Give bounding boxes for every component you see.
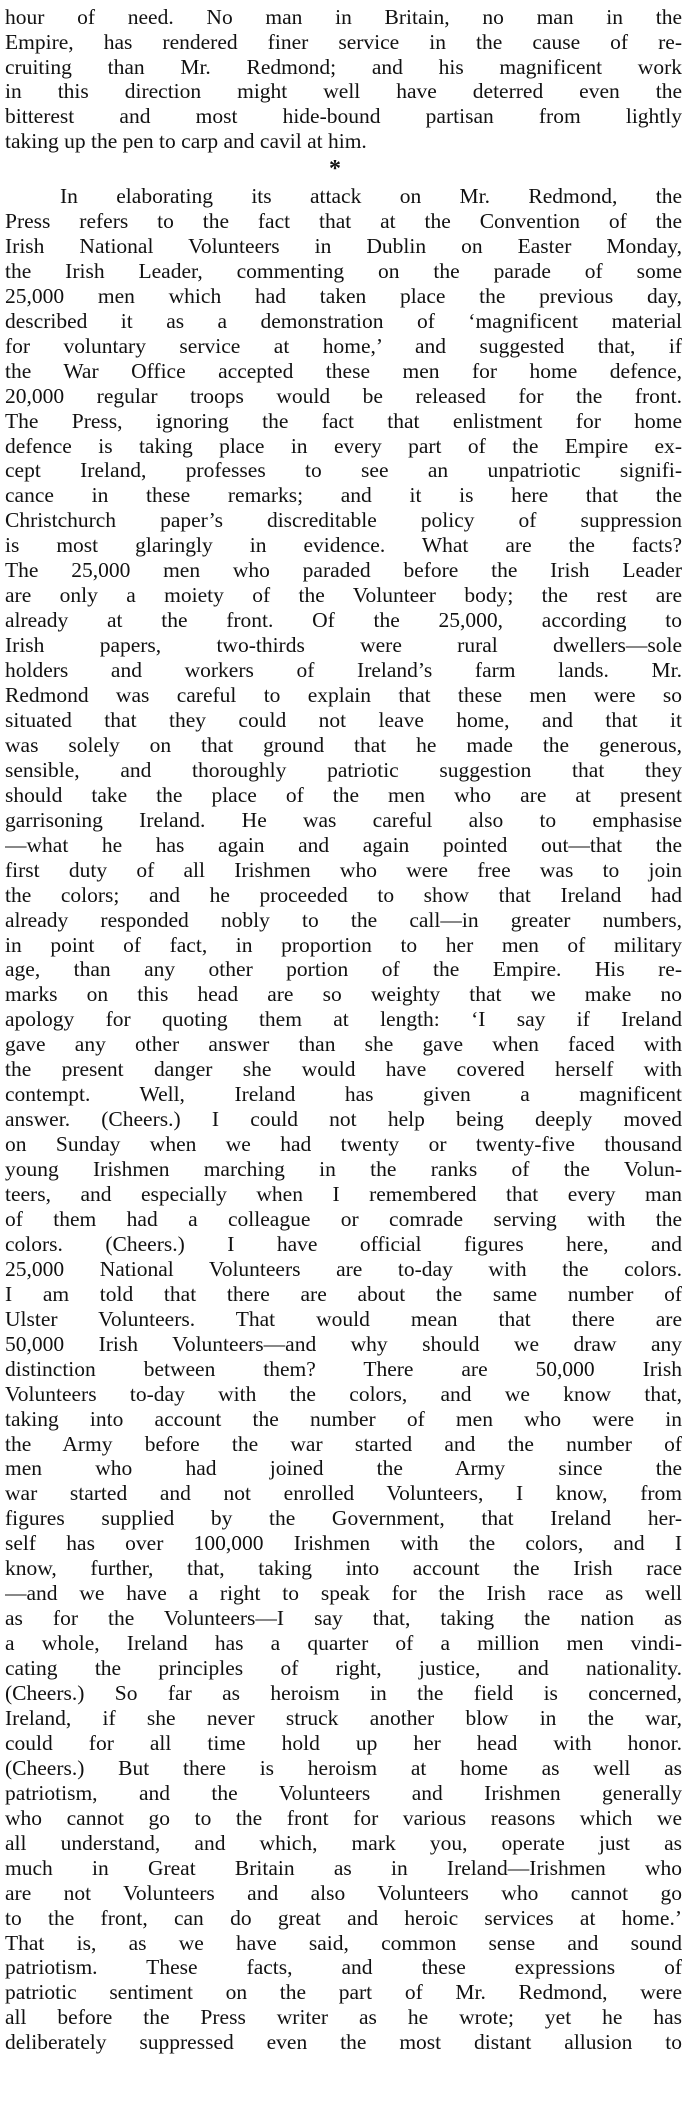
text-line: all before the Press writer as he wrote; yet he has bbox=[5, 2005, 682, 2030]
text-line: much in Great Britain as in Ireland—Irishmen who bbox=[5, 1855, 682, 1880]
text-line: —and we have a right to speak for the Irish race as well bbox=[5, 1581, 682, 1606]
text-line: colors. (Cheers.) I have official figures here, and bbox=[5, 1231, 682, 1256]
text-line: know, further, that, taking into account the Irish race bbox=[5, 1556, 682, 1581]
text-line: of them had a colleague or comrade serving with the bbox=[5, 1206, 682, 1231]
text-line: cept Ireland, professes to see an unpatriotic signifi- bbox=[5, 458, 682, 483]
text-line: a whole, Ireland has a quarter of a million men vindi- bbox=[5, 1631, 682, 1656]
text-line: the Irish Leader, commenting on the parade of some bbox=[5, 258, 682, 283]
text-line: That is, as we have said, common sense and sound bbox=[5, 1930, 682, 1955]
text-line: apology for quoting them at length: ‘I say if Ireland bbox=[5, 1007, 682, 1032]
text-line: men who had joined the Army since the bbox=[5, 1456, 682, 1481]
text-line: are not Volunteers and also Volunteers who cannot go bbox=[5, 1880, 682, 1905]
text-line: as for the Volunteers—I say that, taking the nation as bbox=[5, 1606, 682, 1631]
text-line: Press refers to the fact that at the Convention of the bbox=[5, 208, 682, 233]
text-line: —what he has again and again pointed out—that the bbox=[5, 832, 682, 857]
text-line: marks on this head are so weighty that we make no bbox=[5, 982, 682, 1007]
text-line: self has over 100,000 Irishmen with the colors, and I bbox=[5, 1531, 682, 1556]
text-line: (Cheers.) But there is heroism at home as well as bbox=[5, 1755, 682, 1780]
text-line: the War Office accepted these men for home defence, bbox=[5, 358, 682, 383]
text-line: the Army before the war started and the number of bbox=[5, 1431, 682, 1456]
text-line: the colors; and he proceeded to show that Ireland had bbox=[5, 882, 682, 907]
text-line: in this direction might well have deterred even the bbox=[5, 79, 682, 104]
text-line: figures supplied by the Government, that Ireland her- bbox=[5, 1506, 682, 1531]
text-line: all understand, and which, mark you, operate just as bbox=[5, 1830, 682, 1855]
text-line: Christchurch paper’s discreditable policy of suppression bbox=[5, 508, 682, 533]
text-line: on Sunday when we had twenty or twenty-five thousand bbox=[5, 1132, 682, 1157]
text-line: could for all time hold up her head with honor. bbox=[5, 1730, 682, 1755]
text-line: In elaborating its attack on Mr. Redmond, the bbox=[60, 184, 682, 208]
text-line: was solely on that ground that he made the generous, bbox=[5, 732, 682, 757]
text-line: patriotism. These facts, and these expressions of bbox=[5, 1955, 682, 1980]
section-separator: * bbox=[329, 156, 341, 182]
text-line: cruiting than Mr. Redmond; and his magnificent work bbox=[5, 54, 682, 79]
text-line: for voluntary service at home,’ and suggested that, if bbox=[5, 333, 682, 358]
text-line: Redmond was careful to explain that these men were so bbox=[5, 683, 682, 707]
text-line: 20,000 regular troops would be released for the front. bbox=[5, 383, 682, 408]
text-line: defence is taking place in every part of the Empire ex- bbox=[5, 433, 682, 458]
text-line: Ireland, if she never struck another blow in the war, bbox=[5, 1705, 682, 1730]
text-line: already responded nobly to the call—in greater numbers, bbox=[5, 907, 682, 932]
text-line: first duty of all Irishmen who were free was to join bbox=[5, 857, 682, 882]
text-line: described it as a demonstration of ‘magnificent material bbox=[5, 308, 682, 333]
text-line: Irish papers, two-thirds were rural dwellers—sole bbox=[5, 633, 682, 658]
text-line: cance in these remarks; and it is here that the bbox=[5, 483, 682, 508]
text-line: garrisoning Ireland. He was careful also to emphasise bbox=[5, 807, 682, 832]
text-line: hour of need. No man in Britain, no man in the bbox=[5, 5, 682, 29]
text-line: I am told that there are about the same number of bbox=[5, 1281, 682, 1306]
text-line: sensible, and thoroughly patriotic suggestion that they bbox=[5, 757, 682, 782]
text-line: war started and not enrolled Volunteers, I know, from bbox=[5, 1481, 682, 1506]
text-line: contempt. Well, Ireland has given a magnificent bbox=[5, 1082, 682, 1107]
text-line: already at the front. Of the 25,000, according to bbox=[5, 608, 682, 633]
text-line: taking into account the number of men who were in bbox=[5, 1406, 682, 1431]
text-line: is most glaringly in evidence. What are the facts? bbox=[5, 533, 682, 558]
text-line: cating the principles of right, justice, and nationality. bbox=[5, 1656, 682, 1681]
text-line: Volunteers to-day with the colors, and we know that, bbox=[5, 1381, 682, 1406]
text-line: in point of fact, in proportion to her men of military bbox=[5, 932, 682, 957]
text-line: patriotic sentiment on the part of Mr. Redmond, were bbox=[5, 1980, 682, 2005]
text-line: The 25,000 men who paraded before the Irish Leader bbox=[5, 558, 682, 583]
text-line: bitterest and most hide-bound partisan from lightly bbox=[5, 104, 682, 129]
text-line: Ulster Volunteers. That would mean that there are bbox=[5, 1306, 682, 1331]
text-line: gave any other answer than she gave when faced with bbox=[5, 1032, 682, 1057]
text-line: taking up the pen to carp and cavil at him. bbox=[5, 129, 367, 153]
text-line: Irish National Volunteers in Dublin on Easter Monday, bbox=[5, 233, 682, 258]
text-line: holders and workers of Ireland’s farm lands. Mr. bbox=[5, 658, 682, 683]
text-line: who cannot go to the front for various reasons which we bbox=[5, 1805, 682, 1830]
text-line: 50,000 Irish Volunteers—and why should we draw any bbox=[5, 1331, 682, 1356]
text-line: answer. (Cheers.) I could not help being deeply moved bbox=[5, 1107, 682, 1132]
text-line: distinction between them? There are 50,000 Irish bbox=[5, 1356, 682, 1381]
text-line: 25,000 men which had taken place the previous day, bbox=[5, 283, 682, 308]
text-line: Empire, has rendered finer service in the cause of re- bbox=[5, 29, 682, 54]
text-line: situated that they could not leave home, and that it bbox=[5, 707, 682, 732]
text-line: should take the place of the men who are at present bbox=[5, 782, 682, 807]
text-line: to the front, can do great and heroic services at home.’ bbox=[5, 1905, 682, 1930]
text-line: 25,000 National Volunteers are to-day with the colors. bbox=[5, 1256, 682, 1281]
text-line: age, than any other portion of the Empire. His re- bbox=[5, 957, 682, 982]
text-line: The Press, ignoring the fact that enlistment for home bbox=[5, 408, 682, 433]
text-line: patriotism, and the Volunteers and Irishmen generally bbox=[5, 1780, 682, 1805]
text-line: teers, and especially when I remembered that every man bbox=[5, 1182, 682, 1206]
text-line: (Cheers.) So far as heroism in the field is concerned, bbox=[5, 1681, 682, 1705]
text-line: are only a moiety of the Volunteer body; the rest are bbox=[5, 583, 682, 608]
text-line: the present danger she would have covered herself with bbox=[5, 1057, 682, 1082]
text-line: young Irishmen marching in the ranks of the Volun- bbox=[5, 1157, 682, 1182]
text-line: deliberately suppressed even the most distant allusion to bbox=[5, 2030, 682, 2055]
